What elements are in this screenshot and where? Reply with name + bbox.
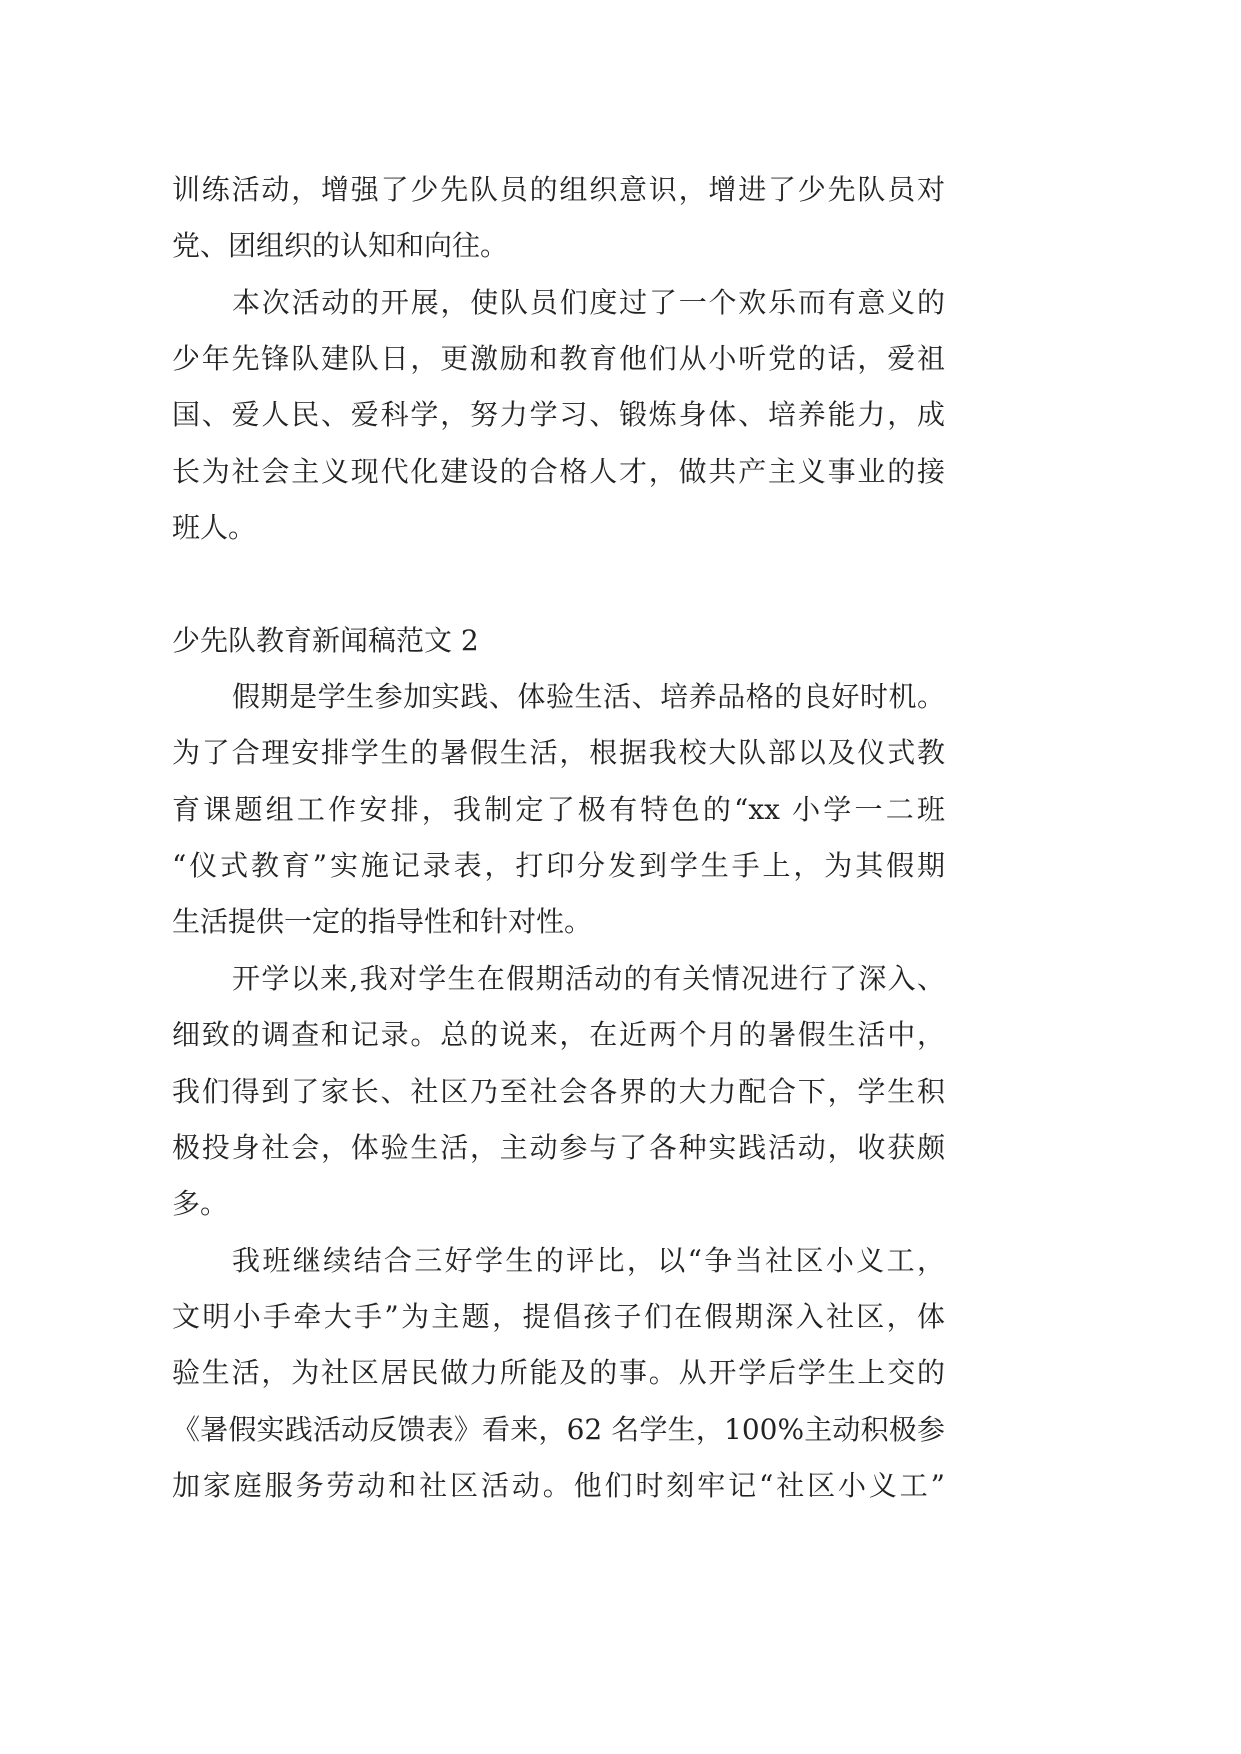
text-line: 党、团组织的认知和向往。: [172, 229, 509, 263]
text-line: 多。: [172, 1187, 229, 1221]
text-line: 育课题组工作安排，我制定了极有特色的“xx 小学一二班: [172, 792, 945, 826]
paragraph: [172, 669, 945, 951]
text-line: 极投身社会，体验生活，主动参与了各种实践活动，收获颇: [172, 1130, 945, 1164]
paragraph: [172, 162, 945, 275]
paragraph: [172, 275, 945, 557]
text-line: 验生活，为社区居民做力所能及的事。从开学后学生上交的: [172, 1356, 945, 1390]
text-line: 训练活动，增强了少先队员的组织意识，增进了少先队员对: [172, 173, 945, 206]
text-line: 班人。: [172, 511, 257, 545]
text-line: 假期是学生参加实践、体验生活、培养品格的良好时机。: [232, 680, 945, 714]
blank-line: [172, 556, 945, 612]
text-line: 开学以来,我对学生在假期活动的有关情况进行了深入、: [232, 961, 945, 995]
text-line: 少年先锋队建队日，更激励和教育他们从小听党的话，爱祖: [172, 342, 945, 376]
text-line: 我们得到了家长、社区乃至社会各界的大力配合下，学生积: [172, 1074, 945, 1108]
document-body: [172, 162, 945, 1514]
text-line: 《暑假实践活动反馈表》看来，62 名学生，100%主动积极参: [172, 1412, 945, 1446]
text-line: 生活提供一定的指导性和针对性。: [172, 905, 593, 939]
text-line: 文明小手牵大手”为主题，提倡孩子们在假期深入社区，体: [172, 1299, 945, 1333]
section-heading: 少先队教育新闻稿范文 2: [172, 623, 479, 657]
paragraph: [172, 1233, 945, 1515]
text-line: “仪式教育”实施记录表，打印分发到学生手上，为其假期: [172, 849, 945, 883]
text-line: 国、爱人民、爱科学，努力学习、锻炼身体、培养能力，成: [172, 398, 945, 432]
text-line: 加家庭服务劳动和社区活动。他们时刻牢记“社区小义工”: [172, 1468, 945, 1502]
text-line: 长为社会主义现代化建设的合格人才，做共产主义事业的接: [172, 454, 945, 488]
text-line: 细致的调查和记录。总的说来，在近两个月的暑假生活中，: [172, 1018, 945, 1052]
text-line: 为了合理安排学生的暑假生活，根据我校大队部以及仪式教: [172, 736, 945, 770]
paragraph: [172, 951, 945, 1233]
text-line: 我班继续结合三好学生的评比，以“争当社区小义工，: [232, 1243, 945, 1277]
text-line: 本次活动的开展，使队员们度过了一个欢乐而有意义的: [232, 285, 945, 319]
